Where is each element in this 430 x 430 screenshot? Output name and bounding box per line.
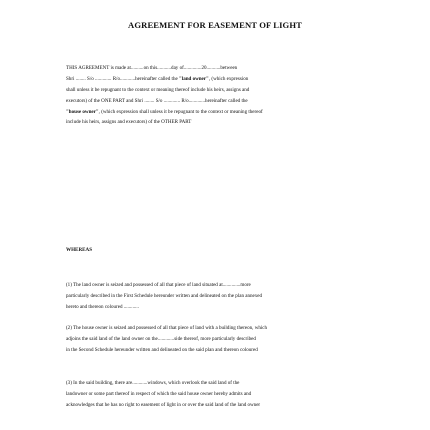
recital-2 <box>66 323 368 356</box>
text-line: in the Second Schedule hereunder written and delineated on the said plan and thereon coloured <box>66 346 258 353</box>
text-line: executors) of the ONE PART and Shri ........ S/o ............. R/o.............hereinafter called the <box>66 97 248 104</box>
text-line <box>66 74 368 85</box>
text-line: acknowledges that he has no right to easement of light in or over the said land of the land owner <box>66 401 261 408</box>
text-line: hereto and thereon coloured ............ <box>66 303 139 310</box>
text-line: landowner or some part thereof in respect of which the said house owner hereby admits and <box>66 390 252 397</box>
defined-term-house-owner: "house owner" <box>66 108 99 115</box>
text-fragment: , (which expression <box>208 75 249 82</box>
paragraph-parties <box>66 63 368 128</box>
text-line: particularly described in the First Schedule hereunder written and delineated on the plan annexed <box>66 292 263 299</box>
defined-term-land-owner: "land owner" <box>178 75 209 82</box>
text-fragment: , (which expression shall unless it be repugnant to the context or meaning thereof <box>98 108 263 115</box>
text-line: include his heirs, assigns and executors) of the OTHER PART <box>66 119 192 126</box>
text-line: adjoins the said land of the land owner on the.............side thereof, more particularly described <box>66 335 256 342</box>
whereas-heading: WHEREAS <box>66 247 93 253</box>
text-fragment: hereinafter called the <box>135 75 179 82</box>
recital-3 <box>66 378 368 411</box>
recital-1 <box>66 280 368 313</box>
text-line <box>66 107 368 118</box>
text-line: shall unless it be repugnant to the context or meaning thereof include his heirs, assigns and <box>66 86 250 93</box>
text-line: (2) The house owner is seized and possessed of all that piece of land with a building thereon, which <box>66 325 268 331</box>
document-title: AGREEMENT FOR EASEMENT OF LIGHT <box>128 20 302 30</box>
text-line: (1) The land owner is seized and possessed of all that piece of land situated at..............more <box>66 282 251 288</box>
text-fragment: Shri ........ S/o ............. R/o............ <box>66 75 136 82</box>
text-line: (3) In the said building, there are............windows, which overlook the said land of the <box>66 380 240 386</box>
text-line: THIS AGREEMENT is made at..........on this...........day of..............20...........between <box>66 65 238 71</box>
